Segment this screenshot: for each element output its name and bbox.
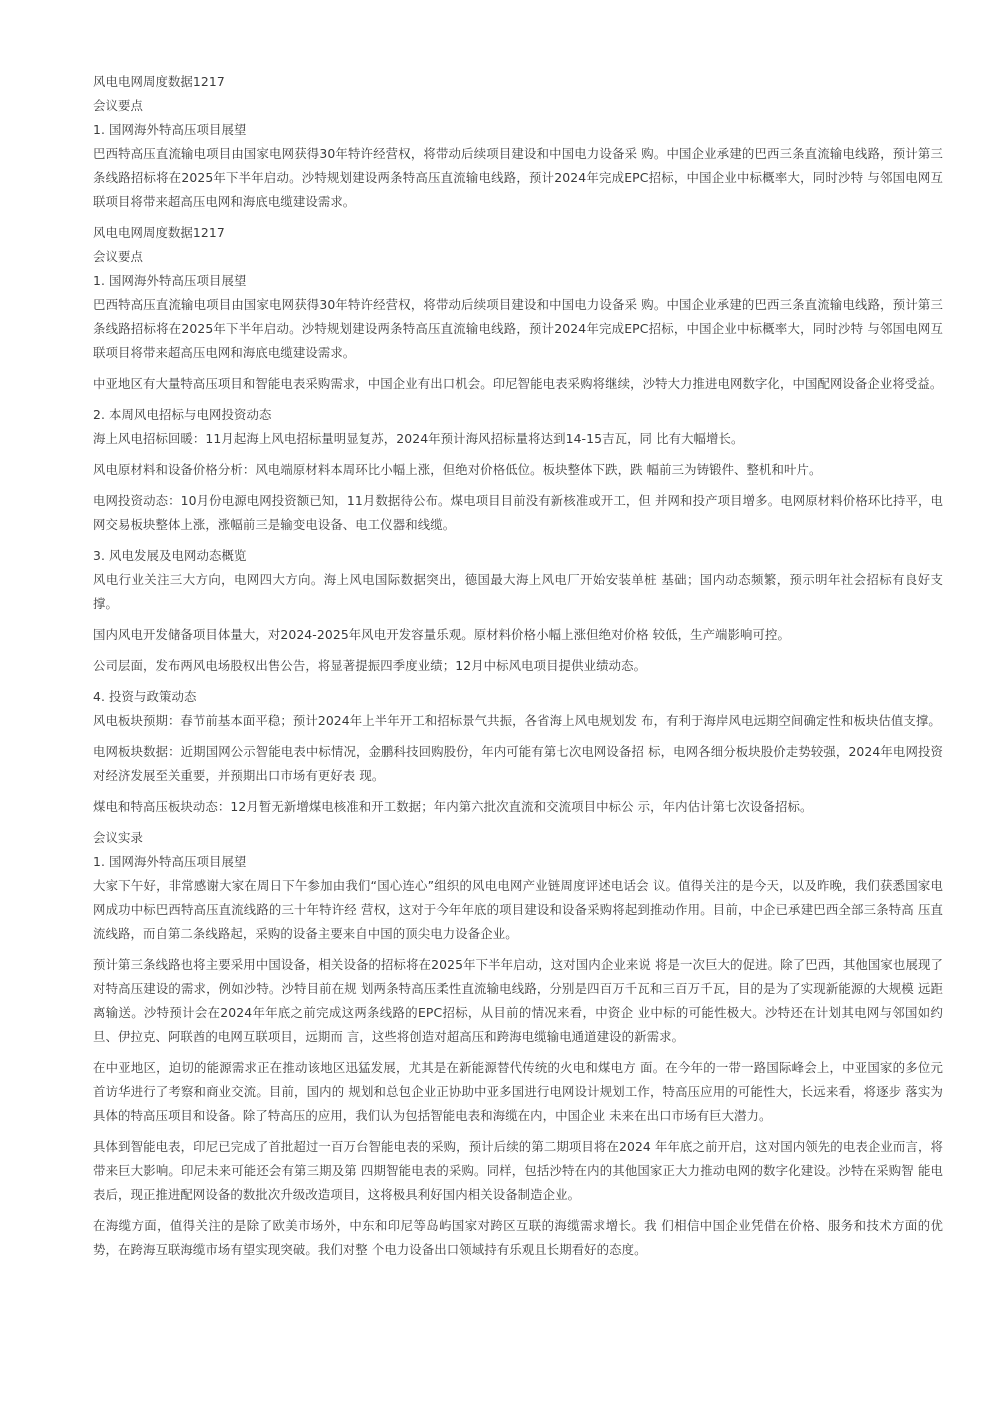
paragraph: 海上风电招标回暖：11月起海上风电招标量明显复苏，2024年预计海风招标量将达到14-15吉瓦，同 比有大幅增长。 — [93, 431, 744, 446]
paragraph: 具体到智能电表，印尼已完成了首批超过一百万台智能电表的采购，预计后续的第二期项目将在2024 年年底之前开启，这对国内领先的电表企业而言，将带来巨大影响。印尼未来可能还会有第三期及第 四期智能电表的采购。同样，包括沙特在内的其他国家正大力推动电网的数字化建设。沙特在采购智 能电表后，现正推进配网设备的数批次升级改造项目，这将极具利好国内相关设备制造企业。 — [93, 1139, 943, 1202]
section-heading: 1. 国网海外特高压项目展望 — [93, 854, 247, 869]
paragraph: 预计第三条线路也将主要采用中国设备，相关设备的招标将在2025年下半年启动，这对国内企业来说 将是一次巨大的促进。除了巴西，其他国家也展现了对特高压建设的需求，例如沙特。沙特目前在规 划两条特高压柔性直流输电线路，分别是四百万千瓦和三百万千瓦，目的是为了实现新能源的大规模 远距离输送。沙特预计会在2024年年底之前完成这两条线路的EPC招标，从目前的情况来看，中资企 业中标的可能性极大。沙特还在计划其电网与邻国如约旦、伊拉克、阿联酋的电网互联项目，远期而 言，这些将创造对超高压和跨海电缆输电通道建设的新需求。 — [93, 957, 943, 1044]
section-heading: 3. 风电发展及电网动态概览 — [93, 548, 247, 563]
document-page — [93, 70, 943, 1262]
paragraph: 巴西特高压直流输电项目由国家电网获得30年特许经营权，将带动后续项目建设和中国电力设备采 购。中国企业承建的巴西三条直流输电线路，预计第三条线路招标将在2025年下半年启动。沙特规划建设两条特高压直流输电线路，预计2024年完成EPC招标，中国企业中标概率大，同时沙特 与邻国电网互联项目将带来超高压电网和海底电缆建设需求。 — [93, 146, 943, 209]
records-title: 会议实录 — [93, 830, 143, 845]
doc-title: 风电电网周度数据1217 — [93, 225, 225, 240]
paragraph: 电网板块数据：近期国网公示智能电表中标情况，金鹏科技回购股份，年内可能有第七次电网设备招 标，电网各细分板块股价走势较强，2024年电网投资对经济发展至关重要，并预期出口市场有更好表 现。 — [93, 744, 943, 783]
paragraph: 在中亚地区，迫切的能源需求正在推动该地区迅猛发展，尤其是在新能源替代传统的火电和煤电方 面。在今年的一带一路国际峰会上，中亚国家的多位元首访华进行了考察和商业交流。目前，国内的 规划和总包企业正协助中亚多国进行电网设计规划工作，特高压应用的可能性大，长远来看，将逐步 落实为具体的特高压项目和设备。除了特高压的应用，我们认为包括智能电表和海缆在内，中国企业 未来在出口市场有巨大潜力。 — [93, 1060, 943, 1123]
paragraph: 国内风电开发储备项目体量大，对2024-2025年风电开发容量乐观。原材料价格小幅上涨但绝对价格 较低，生产端影响可控。 — [93, 627, 791, 642]
paragraph: 煤电和特高压板块动态：12月暂无新增煤电核准和开工数据；年内第六批次直流和交流项目中标公 示，年内估计第七次设备招标。 — [93, 799, 813, 814]
section-heading: 4. 投资与政策动态 — [93, 689, 197, 704]
section-heading: 1. 国网海外特高压项目展望 — [93, 273, 247, 288]
paragraph: 公司层面，发布两风电场股权出售公告，将显著提振四季度业绩；12月中标风电项目提供业绩动态。 — [93, 658, 647, 673]
doc-title: 风电电网周度数据1217 — [93, 74, 225, 89]
paragraph: 风电板块预期：春节前基本面平稳；预计2024年上半年开工和招标景气共振，各省海上风电规划发 布，有利于海岸风电远期空间确定性和板块估值支撑。 — [93, 713, 941, 728]
section-heading: 2. 本周风电招标与电网投资动态 — [93, 407, 272, 422]
section-heading: 1. 国网海外特高压项目展望 — [93, 122, 247, 137]
paragraph: 风电行业关注三大方向，电网四大方向。海上风电国际数据突出，德国最大海上风电厂开始安装单桩 基础；国内动态频繁，预示明年社会招标有良好支撑。 — [93, 572, 943, 611]
paragraph: 巴西特高压直流输电项目由国家电网获得30年特许经营权，将带动后续项目建设和中国电力设备采 购。中国企业承建的巴西三条直流输电线路，预计第三条线路招标将在2025年下半年启动。沙特规划建设两条特高压直流输电线路，预计2024年完成EPC招标，中国企业中标概率大，同时沙特 与邻国电网互联项目将带来超高压电网和海底电缆建设需求。 — [93, 297, 943, 360]
doc-subtitle: 会议要点 — [93, 249, 143, 264]
paragraph: 大家下午好，非常感谢大家在周日下午参加由我们“国心连心”组织的风电电网产业链周度评述电话会 议。值得关注的是今天，以及昨晚，我们获悉国家电网成功中标巴西特高压直流线路的三十年特许经 营权，这对于今年年底的项目建设和设备采购将起到推动作用。目前，中企已承建巴西全部三条特高 压直流线路，而自第二条线路起，采购的设备主要来自中国的顶尖电力设备企业。 — [93, 878, 943, 941]
paragraph: 中亚地区有大量特高压项目和智能电表采购需求，中国企业有出口机会。印尼智能电表采购将继续，沙特大力推进电网数字化，中国配网设备企业将受益。 — [93, 376, 943, 391]
paragraph: 在海缆方面，值得关注的是除了欧美市场外，中东和印尼等岛屿国家对跨区互联的海缆需求增长。我 们相信中国企业凭借在价格、服务和技术方面的优势，在跨海互联海缆市场有望实现突破。我们对整 个电力设备出口领域持有乐观且长期看好的态度。 — [93, 1218, 943, 1257]
doc-subtitle: 会议要点 — [93, 98, 143, 113]
paragraph: 风电原材料和设备价格分析：风电端原材料本周环比小幅上涨，但绝对价格低位。板块整体下跌，跌 幅前三为铸锻件、整机和叶片。 — [93, 462, 822, 477]
paragraph: 电网投资动态：10月份电源电网投资额已知，11月数据待公布。煤电项目目前没有新核准或开工，但 并网和投产项目增多。电网原材料价格环比持平，电网交易板块整体上涨，涨幅前三是输变电设备、电工仪器和线缆。 — [93, 493, 943, 532]
